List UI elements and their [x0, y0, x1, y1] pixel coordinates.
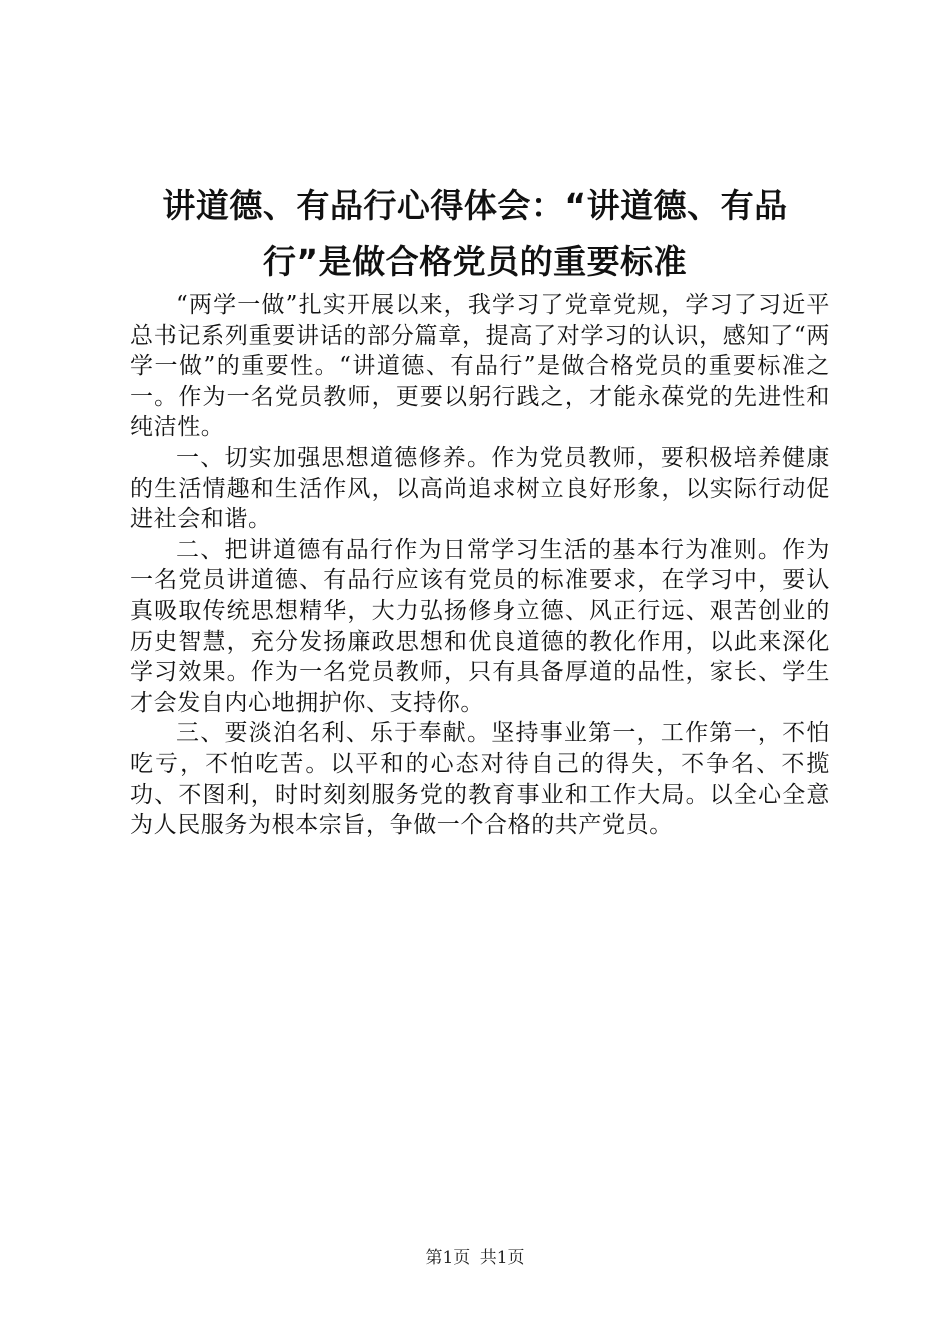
paragraph-point-3: 三、要淡泊名利、乐于奉献。坚持事业第一，工作第一，不怕吃亏，不怕吃苦。以平和的心态对待自己的得失，不争名、不揽功、不图利，时时刻刻服务党的教育事业和工作大局。以全心全意为人民服务为根本宗旨，争做一个合格的共产党员。 [130, 720, 830, 839]
title-line-1: 讲道德、有品行心得体会：“讲道德、有品 [162, 186, 788, 225]
title-line-2: 行”是做合格党员的重要标准 [262, 242, 688, 281]
paragraph-point-2: 二、把讲道德有品行作为日常学习生活的基本行为准则。作为一名党员讲道德、有品行应该有党员的标准要求，在学习中，要认真吸取传统思想精华，大力弘扬修身立德、风正行远、艰苦创业的历史智慧，充分发扬廉政思想和优良道德的教化作用，以此来深化学习效果。作为一名党员教师，只有具备厚道的品性，家长、学生才会发自内心地拥护你、支持你。 [130, 536, 830, 716]
document-title [130, 178, 820, 290]
page-footer [0, 1243, 950, 1268]
page-total: 共1页 [479, 1248, 525, 1268]
page-number: 第1页 [425, 1248, 471, 1268]
paragraph-point-1: 一、切实加强思想道德修养。作为党员教师，要积极培养健康的生活情趣和生活作风，以高尚追求树立良好形象，以实际行动促进社会和谐。 [130, 444, 830, 533]
paragraph-intro: “两学一做”扎实开展以来，我学习了党章党规，学习了习近平总书记系列重要讲话的部分篇章，提高了对学习的认识，感知了“两学一做”的重要性。“讲道德、有品行”是做合格党员的重要标准之一。作为一名党员教师，更要以躬行践之，才能永葆党的先进性和纯洁性。 [130, 292, 830, 441]
document-body [130, 290, 830, 841]
